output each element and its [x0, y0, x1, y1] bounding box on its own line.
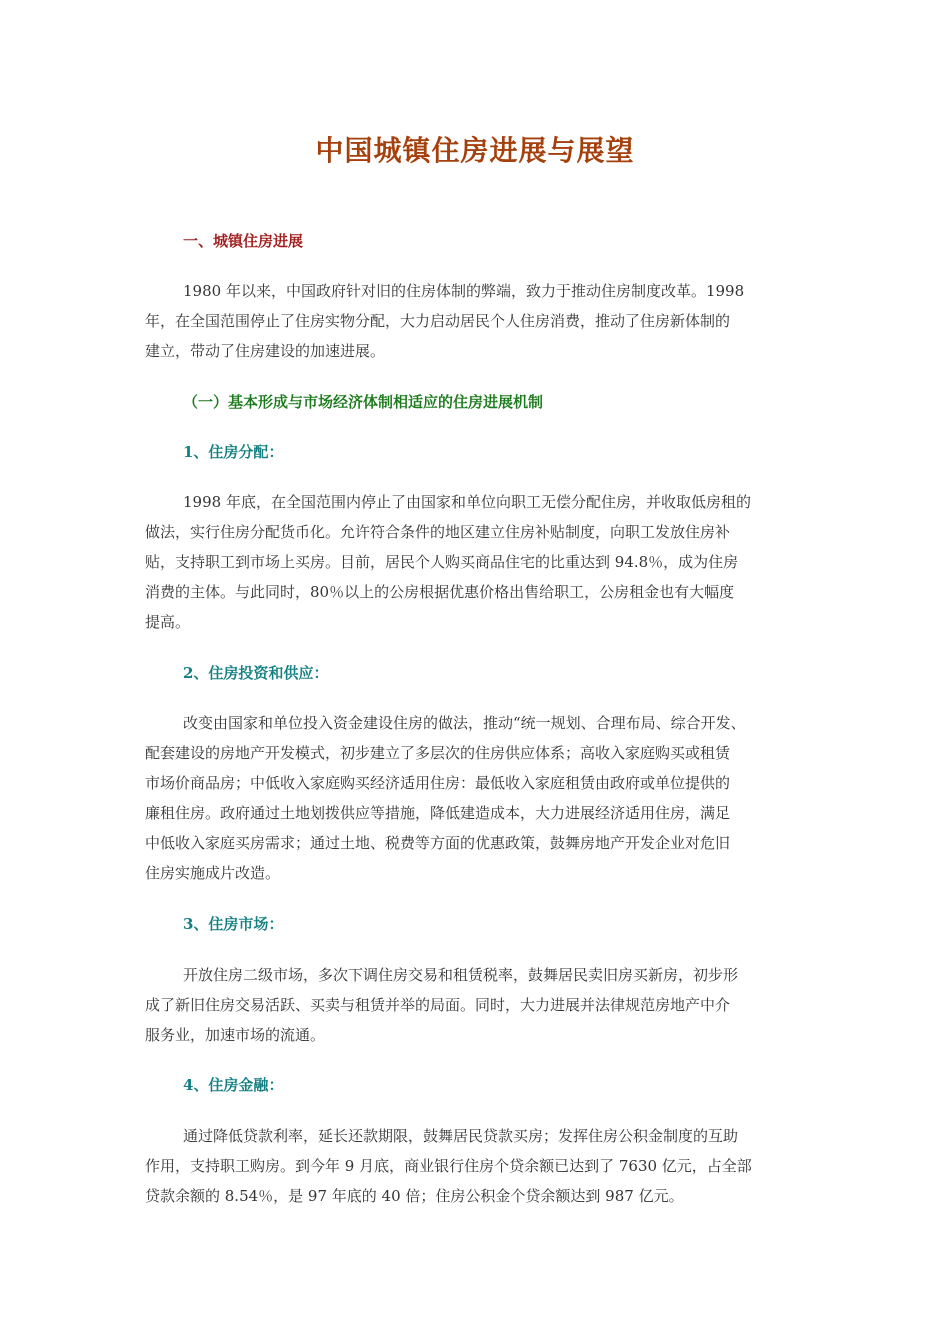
- item-heading-investment-supply: 2、住房投资和供应：: [183, 664, 329, 682]
- paragraph-line: 改变由国家和单位投入资金建设住房的做法，推动“统一规划、合理布局、综合开发、: [183, 714, 746, 732]
- paragraph-line: 廉租住房。政府通过土地划拨供应等措施，降低建造成本，大力进展经济适用住房，满足: [145, 804, 731, 822]
- paragraph-investment-supply: [145, 708, 810, 888]
- paragraph-line: 建立，带动了住房建设的加速进展。: [145, 342, 386, 360]
- paragraph-line: 成了新旧住房交易活跃、买卖与租赁并举的局面。同时，大力进展并法律规范房地产中介: [145, 996, 731, 1014]
- paragraph-housing-finance: [145, 1121, 810, 1211]
- paragraph-line: 通过降低贷款利率，延长还款期限，鼓舞居民贷款买房；发挥住房公积金制度的互助: [183, 1127, 739, 1145]
- paragraph-line: 作用，支持职工购房。到今年 9 月底，商业银行住房个贷余额已达到了 7630 亿元，占全部: [145, 1157, 752, 1175]
- paragraph-line: 贷款余额的 8.54％，是 97 年底的 40 倍；住房公积金个贷余额达到 987 亿元。: [145, 1187, 684, 1205]
- paragraph-line: 年，在全国范围停止了住房实物分配，大力启动居民个人住房消费，推动了住房新体制的: [145, 312, 731, 330]
- paragraph-line: 1980 年以来，中国政府针对旧的住房体制的弊端，致力于推动住房制度改革。1998: [183, 282, 745, 300]
- paragraph-line: 做法，实行住房分配货币化。允许符合条件的地区建立住房补贴制度，向职工发放住房补: [145, 523, 731, 541]
- paragraph-housing-allocation: [145, 487, 810, 637]
- paragraph-line: 开放住房二级市场，多次下调住房交易和租赁税率，鼓舞居民卖旧房买新房，初步形: [183, 966, 739, 984]
- subsection-heading: （一）基本形成与市场经济体制相适应的住房进展机制: [183, 393, 544, 411]
- paragraph-line: 贴，支持职工到市场上买房。目前，居民个人购买商品住宅的比重达到 94.8％，成为住房: [145, 553, 739, 571]
- paragraph-line: 1998 年底，在全国范围内停止了由国家和单位向职工无偿分配住房，并收取低房租的: [183, 493, 751, 511]
- paragraph-line: 住房实施成片改造。: [145, 864, 281, 882]
- paragraph-line: 服务业，加速市场的流通。: [145, 1026, 326, 1044]
- section-heading: 一、城镇住房进展: [183, 232, 304, 250]
- paragraph-line: 市场价商品房；中低收入家庭购买经济适用住房：最低收入家庭租赁由政府或单位提供的: [145, 774, 731, 792]
- paragraph-line: 中低收入家庭买房需求；通过土地、税费等方面的优惠政策，鼓舞房地产开发企业对危旧: [145, 834, 731, 852]
- item-heading-housing-market: 3、住房市场：: [183, 915, 284, 933]
- paragraph-line: 消费的主体。与此同时，80％以上的公房根据优惠价格出售给职工，公房租金也有大幅度: [145, 583, 735, 601]
- paragraph-housing-market: [145, 960, 810, 1050]
- paragraph-line: 提高。: [145, 613, 191, 631]
- item-heading-housing-finance: 4、住房金融：: [183, 1076, 284, 1094]
- paragraph-line: 配套建设的房地产开发模式，初步建立了多层次的住房供应体系；高收入家庭购买或租赁: [145, 744, 731, 762]
- intro-paragraph: [145, 276, 810, 366]
- item-heading-housing-allocation: 1、住房分配：: [183, 443, 284, 461]
- document-title: 中国城镇住房进展与展望: [315, 134, 635, 167]
